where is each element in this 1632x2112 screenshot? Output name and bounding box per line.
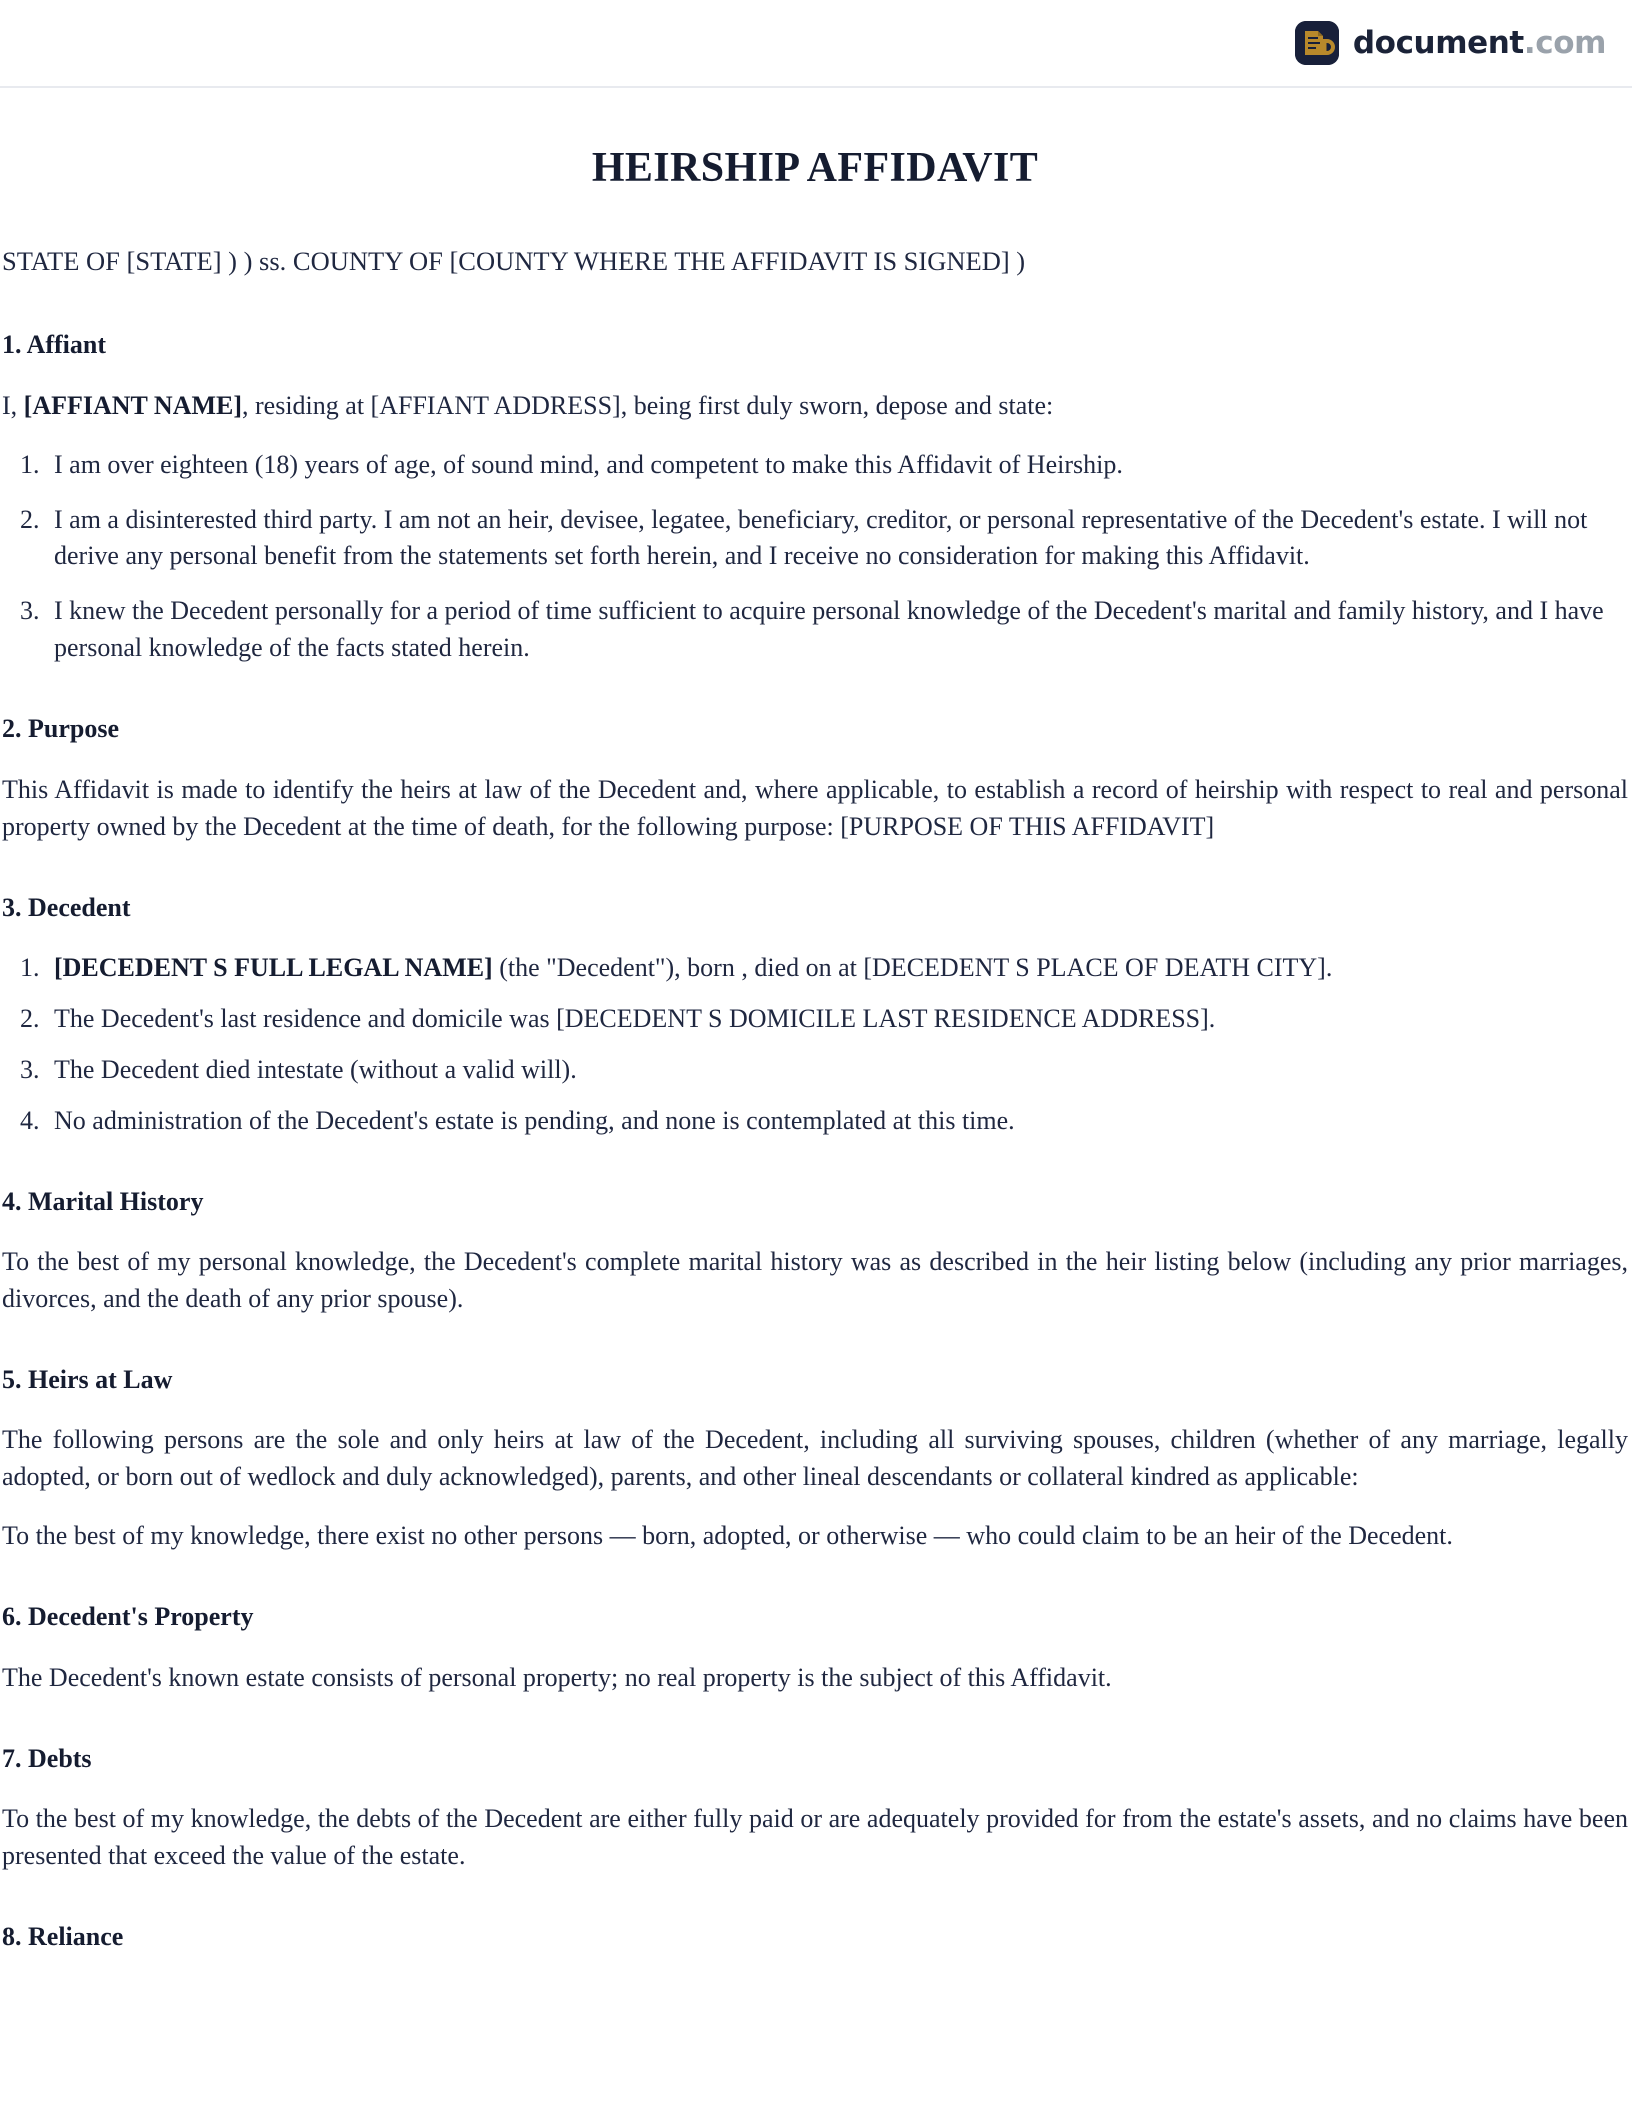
section-heading: 6. Decedent's Property [2, 1602, 254, 1632]
document-page [0, 144, 1632, 1953]
brand-wordmark [1352, 24, 1606, 61]
affiant-intro-suffix: , residing at [AFFIANT ADDRESS], being first duly sworn, depose and state: [242, 390, 1054, 420]
brand-logo[interactable] [1295, 21, 1606, 65]
heirs-paragraph-2: To the best of my knowledge, there exist no other persons — born, adopted, or otherwise — who could claim to be an heir of the Decedent. [2, 1521, 1453, 1551]
affiant-intro [2, 388, 1628, 425]
list-item: 1. I am over eighteen (18) years of age, of sound mind, and competent to make this Affidavit of Heirship. [46, 447, 1628, 484]
list-item: 4. No administration of the Decedent's estate is pending, and none is contemplated at this time. [46, 1103, 1628, 1140]
section-reliance [2, 1921, 1628, 1954]
debts-paragraph: To the best of my knowledge, the debts of the Decedent are either fully paid or are adequately provided for from the estate's assets, and no claims have been presented that exceed the value of the estate. [2, 1804, 1628, 1870]
section-heading: 7. Debts [2, 1743, 92, 1773]
decedent-item1-rest: (the "Decedent"), born , died on at [DECEDENT S PLACE OF DEATH CITY]. [492, 953, 1333, 983]
section-decedent-property [2, 1601, 1628, 1696]
decedent-facts-list [2, 950, 1628, 1140]
section-heading: 1. Affiant [2, 330, 106, 360]
marital-history-paragraph: To the best of my personal knowledge, the Decedent's complete marital history was as described in the heir listing below (including any prior marriages, divorces, and the death of any prior spouse). [2, 1247, 1628, 1314]
decedent-property-paragraph: The Decedent's known estate consists of personal property; no real property is the subject of this Affidavit. [2, 1662, 1112, 1692]
section-marital-history [2, 1186, 1628, 1318]
document-d-logo-icon [1295, 21, 1339, 65]
venue-line: STATE OF [STATE] ) ) ss. COUNTY OF [COUNTY WHERE THE AFFIDAVIT IS SIGNED] ) [2, 246, 1026, 277]
section-heading: 4. Marital History [2, 1186, 204, 1216]
section-heading: 8. Reliance [2, 1921, 124, 1951]
affiant-statements-list [2, 447, 1628, 668]
page-title: HEIRSHIP AFFIDAVIT [591, 145, 1039, 191]
section-affiant [2, 329, 1628, 667]
purpose-paragraph: This Affidavit is made to identify the heirs at law of the Decedent and, where applicable, to establish a record of heirship with respect to real and personal property owned by the Decedent at the time of death, for the following purpose: [PURPOSE OF THIS AFFIDAVIT] [2, 774, 1628, 841]
section-heading: 2. Purpose [2, 714, 119, 744]
affiant-name-placeholder: [AFFIANT NAME] [23, 390, 243, 420]
section-purpose [2, 713, 1628, 845]
section-heading: 3. Decedent [2, 892, 131, 922]
list-item: 2. I am a disinterested third party. I am not an heir, devisee, legatee, beneficiary, creditor, or personal representative of the Decedent's estate. I will not derive any personal benefit from the statements set forth herein, and I receive no consideration for making this Affidavit. [46, 502, 1628, 576]
list-item [46, 950, 1628, 987]
list-item: 3. The Decedent died intestate (without a valid will). [46, 1052, 1628, 1089]
brand-name-secondary: .com [1523, 24, 1606, 61]
document-body [0, 88, 1632, 1953]
heirs-paragraph-1: The following persons are the sole and only heirs at law of the Decedent, including all surviving spouses, children (whether of any marriage, legally adopted, or born out of wedlock and duly acknowledged), parents, and other lineal descendants or collateral kindred as applicable: [2, 1425, 1628, 1492]
section-decedent [2, 892, 1628, 1140]
section-heirs-at-law [2, 1364, 1628, 1555]
affiant-intro-prefix: I, [2, 390, 24, 420]
list-item: 2. The Decedent's last residence and domicile was [DECEDENT S DOMICILE LAST RESIDENCE ADDRESS]. [46, 1001, 1628, 1038]
section-heading: 5. Heirs at Law [2, 1364, 173, 1394]
decedent-name-placeholder: [DECEDENT S FULL LEGAL NAME] [54, 953, 493, 983]
list-item: 3. I knew the Decedent personally for a period of time sufficient to acquire personal knowledge of the Decedent's marital and family history, and I have personal knowledge of the facts stated herein. [46, 593, 1628, 667]
site-header [0, 0, 1632, 88]
brand-name-primary: document [1352, 24, 1524, 61]
section-debts [2, 1743, 1628, 1875]
